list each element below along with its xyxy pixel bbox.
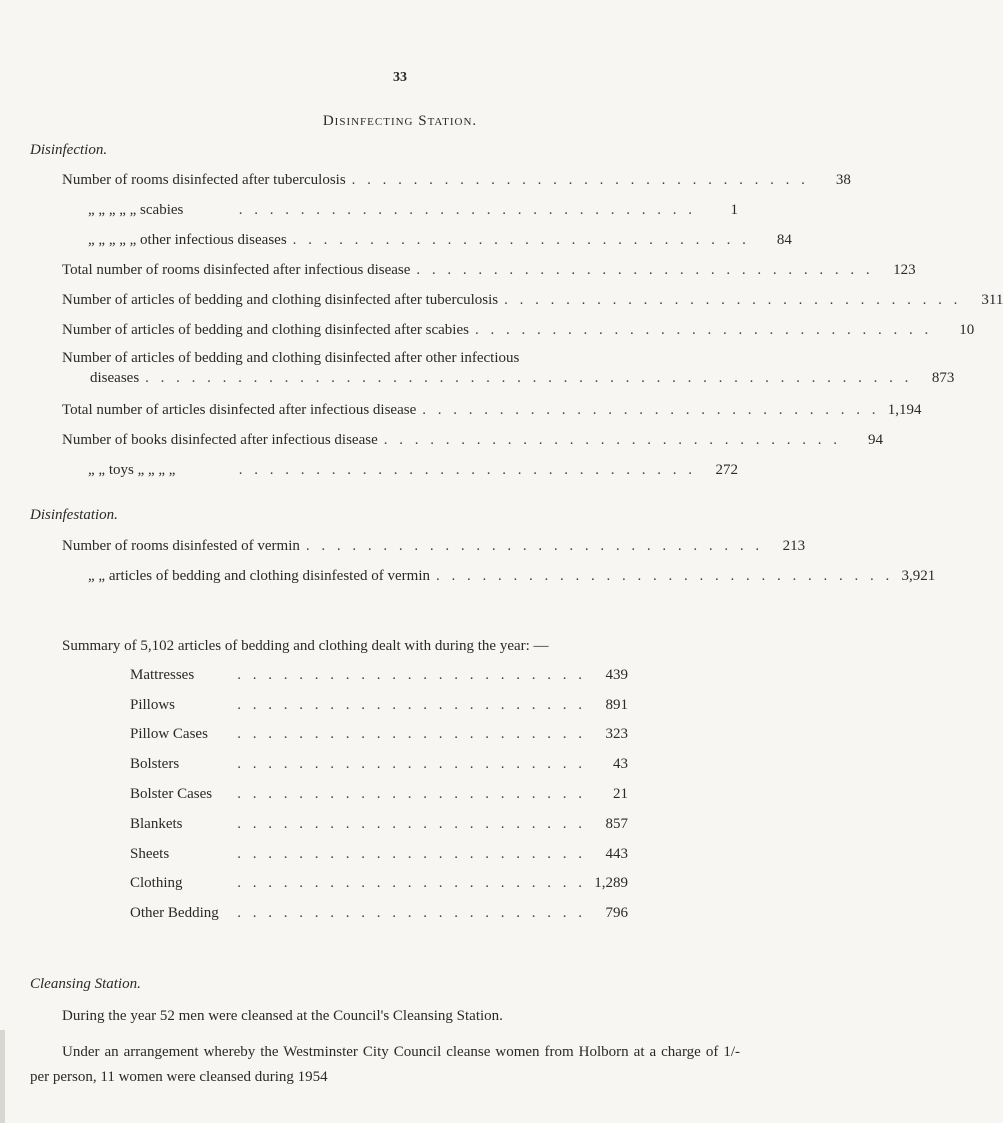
row-label: Total number of rooms disinfected after infectious disease [62,262,411,278]
leader-dots: . . . . . . . . . . . . . . . . . . . . . . . [237,875,586,891]
leader-dots: . . . . . . . . . . . . . . . . . . . . . . . [237,697,586,713]
summary-value: 891 [605,697,628,713]
list-item [130,816,628,833]
list-item [62,538,806,555]
cleansing-heading: Cleansing Station. [30,976,141,992]
leader-dots: . . . . . . . . . . . . . . . . . . . . . . . . . . . . . . [474,322,933,338]
row-label: Number of rooms disinfected after tuberculosis [62,172,346,188]
list-item [130,667,628,684]
row-value: 272 [715,462,738,478]
cleansing-paragraph-2: Under an arrangement whereby the Westminster City Council cleanse women from Holborn at a charge of 1/- per person, 11 women were cleansed during 1954 [30,1044,740,1085]
row-value: 94 [867,432,883,448]
row-label: „ „ toys „ „ „ „ [88,462,176,478]
row-value: 3,921 [901,568,936,584]
disinfection-heading: Disinfection. [30,142,108,158]
list-item [130,905,628,922]
list-item [90,370,955,387]
row-value: 1 [730,202,738,218]
summary-label: Bolster Cases [130,786,213,802]
row-value: 213 [782,538,806,554]
row-label: Number of rooms disinfested of vermin [62,538,300,554]
leader-dots: . . . . . . . . . . . . . . . . . . . . . . . . . . . . . . . . . . . . . . . . . . . . . . . . . . [145,370,913,386]
list-item [88,462,738,479]
row-label: Number of articles of bedding and clothing disinfected after scabies [62,322,469,338]
leader-dots: . . . . . . . . . . . . . . . . . . . . . . . . . . . . . . [292,232,750,248]
page-number: 33 [393,70,407,85]
page-edge-shadow [0,1030,5,1123]
summary-value: 43 [613,756,628,772]
summary-value: 21 [613,786,628,802]
leader-dots: . . . . . . . . . . . . . . . . . . . . . . . [237,667,586,683]
summary-intro: Summary of 5,102 articles of bedding and clothing dealt with during the year: — [62,638,549,654]
summary-value: 857 [605,816,628,832]
leader-dots: . . . . . . . . . . . . . . . . . . . . . . . . . . . . . . [416,262,874,278]
leader-dots: . . . . . . . . . . . . . . . . . . . . . . . . . . . . . . [504,292,962,308]
cleansing-paragraph-1: During the year 52 men were cleansed at the Council's Cleansing Station. [62,1008,503,1024]
summary-label: Other Bedding [130,905,219,921]
summary-label: Mattresses [130,667,195,683]
summary-value: 439 [605,667,628,683]
leader-dots: . . . . . . . . . . . . . . . . . . . . . . . [237,846,586,862]
list-item [62,432,883,449]
row-label-continued: diseases [90,370,140,386]
leader-dots: . . . . . . . . . . . . . . . . . . . . . . . . . . . . . . [351,172,809,188]
row-value: 84 [776,232,792,248]
summary-label: Sheets [130,846,170,862]
leader-dots: . . . . . . . . . . . . . . . . . . . . . . . . . . . . . . [238,462,696,478]
leader-dots: . . . . . . . . . . . . . . . . . . . . . . . [237,786,586,802]
list-item [88,568,936,585]
list-item [130,875,628,892]
list-item [62,292,1003,309]
row-value: 10 [959,322,975,338]
row-label: „ „ „ „ „ scabies [88,202,184,218]
summary-value: 323 [605,726,628,742]
list-item [130,786,628,803]
list-item [62,402,922,419]
leader-dots: . . . . . . . . . . . . . . . . . . . . . . . . . . . . . . [435,568,894,584]
summary-value: 443 [605,846,628,862]
page-title: Disinfecting Station. [322,113,478,129]
row-label: Number of books disinfected after infectious disease [62,432,378,448]
leader-dots: . . . . . . . . . . . . . . . . . . . . . . . [237,816,586,832]
list-item [130,726,628,743]
row-label: „ „ „ „ „ other infectious diseases [88,232,287,248]
row-value: 1,194 [887,402,922,418]
leader-dots: . . . . . . . . . . . . . . . . . . . . . . . [237,905,586,921]
summary-value: 796 [605,905,628,921]
list-item [62,262,916,279]
leader-dots: . . . . . . . . . . . . . . . . . . . . . . . . . . . . . . [238,202,696,218]
row-value: 311 [981,292,1003,308]
leader-dots: . . . . . . . . . . . . . . . . . . . . . . . [237,726,586,742]
list-item [130,697,628,714]
summary-label: Bolsters [130,756,180,772]
summary-label: Pillows [130,697,176,713]
summary-label: Blankets [130,816,183,832]
leader-dots: . . . . . . . . . . . . . . . . . . . . . . . . . . . . . . [383,432,841,448]
row-value: 873 [931,370,955,386]
summary-label: Clothing [130,875,183,891]
list-item [62,172,851,189]
summary-label: Pillow Cases [130,726,208,742]
row-label: Number of articles of bedding and clothing disinfected after tuberculosis [62,292,499,308]
row-label: „ „ articles of bedding and clothing disinfested of vermin [88,568,430,584]
row-value: 38 [835,172,851,188]
leader-dots: . . . . . . . . . . . . . . . . . . . . . . . . . . . . . . [422,402,880,418]
row-value: 123 [893,262,916,278]
row-label: Total number of articles disinfected after infectious disease [62,402,417,418]
list-item [62,322,975,339]
list-item [88,202,738,219]
leader-dots: . . . . . . . . . . . . . . . . . . . . . . . . . . . . . . [305,538,764,554]
list-item [130,756,628,773]
disinfestation-heading: Disinfestation. [30,507,118,523]
row-label: Number of articles of bedding and clothing disinfected after other infectious [62,350,520,366]
summary-value: 1,289 [594,875,628,891]
list-item [88,232,792,249]
leader-dots: . . . . . . . . . . . . . . . . . . . . . . . [237,756,586,772]
list-item [130,846,628,863]
